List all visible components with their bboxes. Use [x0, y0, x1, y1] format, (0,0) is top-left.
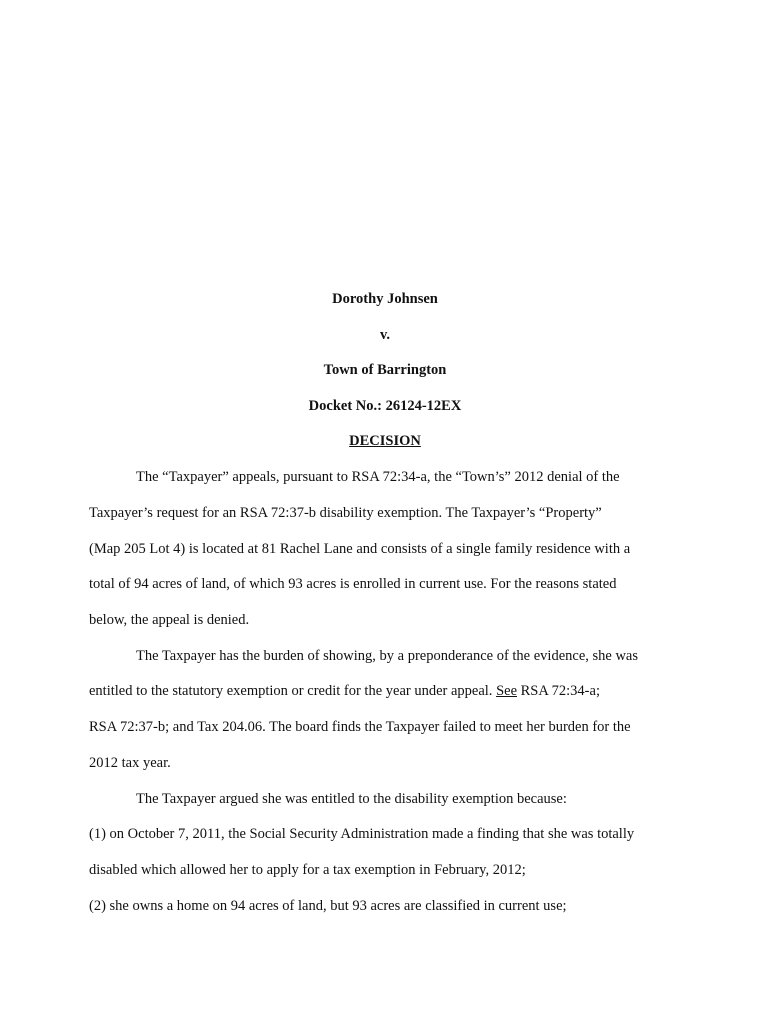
paragraph2-line2-citation: RSA 72:34-a; — [517, 683, 600, 699]
paragraph1-line1: The “Taxpayer” appeals, pursuant to RSA 72:34-a, the “Town’s” 2012 denial of the — [136, 469, 620, 485]
paragraph1-line3: (Map 205 Lot 4) is located at 81 Rachel Lane and consists of a single family residence with a — [89, 541, 631, 557]
list-item-1-line1: (1) on October 7, 2011, the Social Security Administration made a finding that she was totally — [89, 826, 635, 842]
paragraph2-line2-text: entitled to the statutory exemption or credit for the year under appeal. — [89, 683, 497, 699]
paragraph1-line2: Taxpayer’s request for an RSA 72:37-b disability exemption. The Taxpayer’s “Property” — [89, 505, 602, 521]
decision-heading: DECISION — [349, 433, 421, 449]
see-citation-signal: See — [496, 683, 517, 699]
versus-label: v. — [379, 327, 391, 343]
paragraph2-line4: 2012 tax year. — [89, 755, 171, 771]
paragraph2-line2 — [89, 682, 600, 700]
list-item-1-line2: disabled which allowed her to apply for a tax exemption in February, 2012; — [89, 862, 526, 878]
paragraph2-line3: RSA 72:37-b; and Tax 204.06. The board finds the Taxpayer failed to meet her burden for the — [89, 719, 631, 735]
paragraph3-line1: The Taxpayer argued she was entitled to the disability exemption because: — [136, 791, 567, 807]
petitioner-name: Dorothy Johnsen — [332, 291, 438, 307]
list-item-2: (2) she owns a home on 94 acres of land, but 93 acres are classified in current use; — [89, 898, 567, 914]
docket-number: Docket No.: 26124-12EX — [308, 398, 462, 414]
respondent-name: Town of Barrington — [323, 362, 447, 378]
paragraph1-line4: total of 94 acres of land, of which 93 acres is enrolled in current use. For the reasons stated — [89, 576, 617, 592]
paragraph2-line1: The Taxpayer has the burden of showing, by a preponderance of the evidence, she was — [136, 648, 639, 664]
paragraph1-line5: below, the appeal is denied. — [89, 612, 250, 628]
